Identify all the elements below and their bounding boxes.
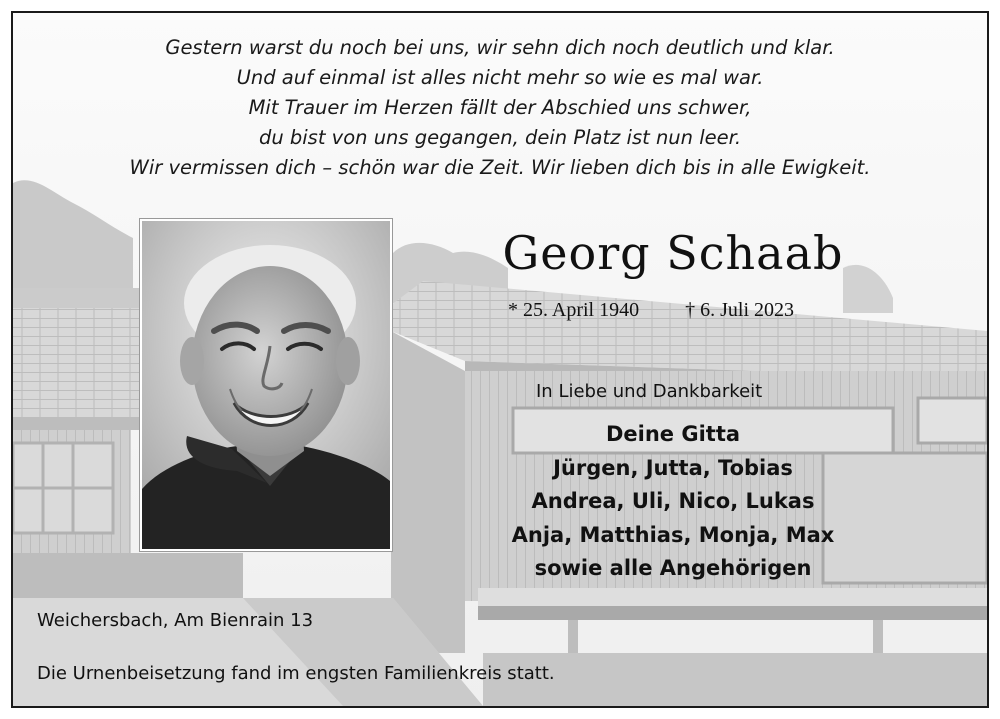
poem: [13, 33, 987, 183]
portrait-photo: [140, 219, 392, 551]
mourner-line: sowie alle Angehörigen: [534, 556, 812, 580]
death-date: † 6. Juli 2023: [685, 299, 795, 321]
poem-line: Wir vermissen dich – schön war die Zeit. Wir lieben dich bis in alle Ewigkeit.: [129, 156, 871, 179]
poem-line: du bist von uns gegangen, dein Platz ist nun leer.: [258, 126, 742, 149]
mourner-line: Jürgen, Jutta, Tobias: [553, 455, 793, 480]
burial-note: Die Urnenbeisetzung fand im engsten Familienkreis statt.: [37, 663, 555, 684]
obituary-card: [11, 11, 989, 708]
mourners-intro: In Liebe und Dankbarkeit: [536, 381, 763, 402]
mourners-list: [483, 418, 863, 586]
address: Weichersbach, Am Bienrain 13: [37, 610, 314, 631]
deceased-name: Georg Schaab: [502, 226, 844, 280]
mourner-line: Andrea, Uli, Nico, Lukas: [531, 489, 815, 513]
poem-line: Und auf einmal ist alles nicht mehr so wie es mal war.: [236, 66, 764, 89]
birth-date: * 25. April 1940: [508, 299, 640, 321]
poem-line: Mit Trauer im Herzen fällt der Abschied uns schwer,: [248, 96, 752, 119]
life-dates: [508, 299, 794, 322]
poem-line: Gestern warst du noch bei uns, wir sehn dich noch deutlich und klar.: [165, 36, 835, 59]
mourner-line: Anja, Matthias, Monja, Max: [511, 522, 835, 547]
mourner-line: Deine Gitta: [605, 422, 741, 446]
